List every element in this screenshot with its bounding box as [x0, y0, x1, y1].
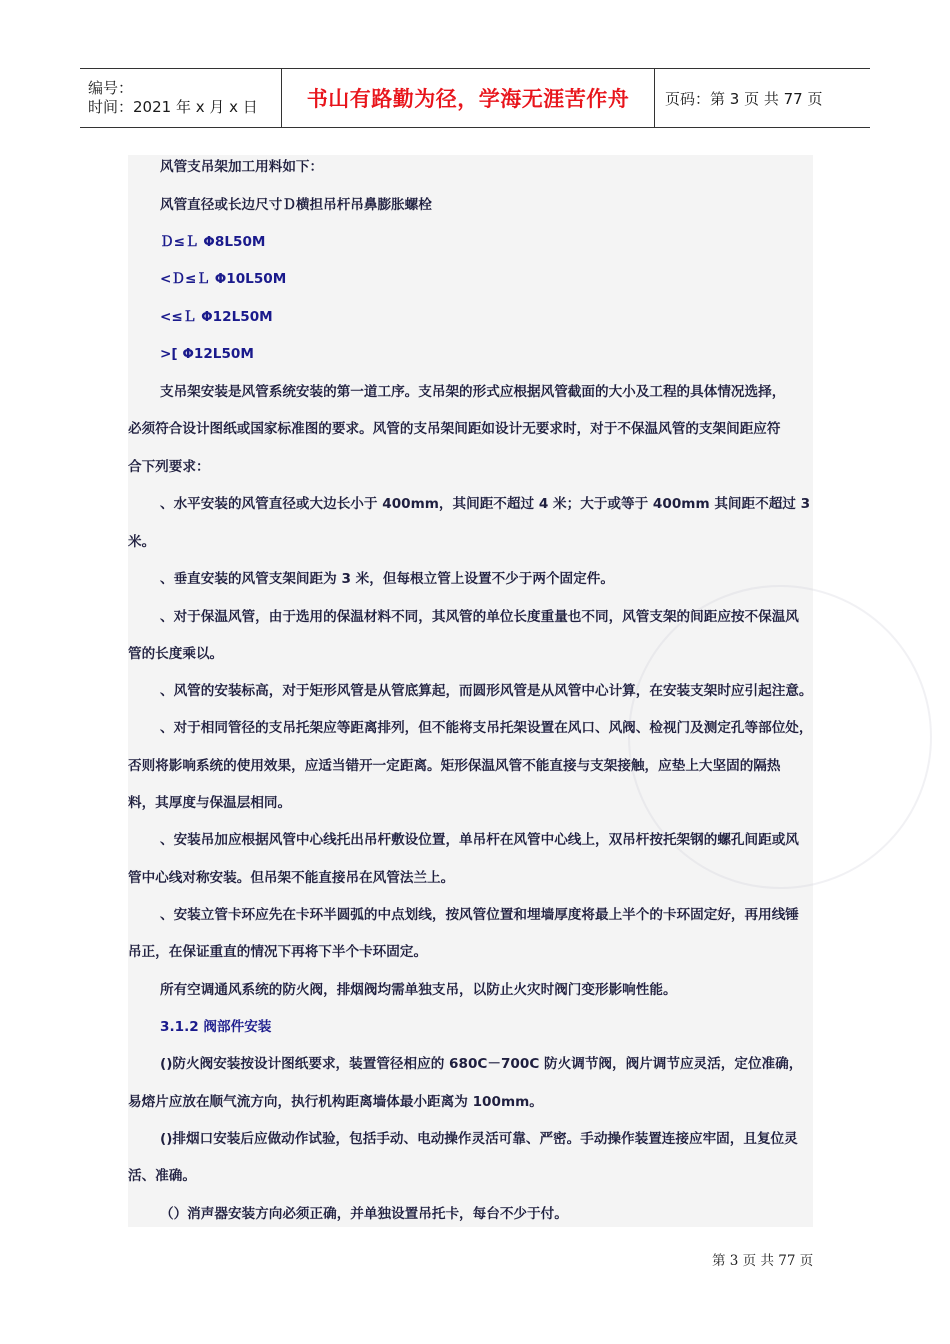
paragraph-line: （）消声器安装方向必须正确，并单独设置吊托卡，每台不少于付。 [160, 1206, 568, 1222]
document-body [128, 155, 813, 1227]
paragraph-line: 、对于相同管径的支吊托架应等距离排列，但不能将支吊托架设置在风口、风阀、检视门及测定孔等部位处， [160, 720, 813, 736]
page-header [80, 68, 870, 128]
paragraph-line: 合下列要求： [128, 459, 210, 475]
paragraph-line: Ｄ≤Ｌ Φ8L50M [160, 234, 266, 250]
paragraph-line: 、对于保温风管，由于选用的保温材料不同，其风管的单位长度重量也不同，风管支架的间距应按不保温风 [160, 609, 799, 625]
paragraph-line: 管中心线对称安装。但吊架不能直接吊在风管法兰上。 [128, 870, 455, 886]
paragraph-line: >[ Φ12L50M [160, 346, 254, 362]
paragraph-line: 易熔片应放在顺气流方向，执行机构距离墙体最小距离为 100mm。 [128, 1094, 543, 1110]
paragraph-line: 、垂直安装的风管支架间距为 3 米，但每根立管上设置不少于两个固定件。 [160, 571, 614, 587]
paragraph-line: ()排烟口安装后应做动作试验，包括手动、电动操作灵活可靠、严密。手动操作装置连接应牢固，且复位灵 [160, 1131, 798, 1147]
paragraph-line: ()防火阀安装按设计图纸要求，装置管径相应的 680C－700C 防火调节阀，阀片调节应灵活，定位准确， [160, 1056, 803, 1072]
page-label: 页码：第 3 页 共 77 页 [665, 89, 823, 108]
motto: 书山有路勤为径，学海无涯苦作舟 [306, 87, 630, 111]
paragraph-line: 料，其厚度与保温层相同。 [128, 795, 292, 811]
header-page-cell [655, 69, 870, 127]
paragraph-line: 吊正，在保证重直的情况下再将下半个卡环固定。 [128, 944, 428, 960]
paragraph-line: <≤Ｌ Φ12L50M [160, 309, 273, 325]
paragraph-line: 所有空调通风系统的防火阀，排烟阀均需单独支吊，以防止火灾时阀门变形影响性能。 [160, 982, 677, 998]
paragraph-line: 活、准确。 [128, 1168, 196, 1184]
page-footer: 第 3 页 共 77 页 [712, 1253, 814, 1269]
header-motto-cell [282, 69, 655, 127]
paragraph-line: 、风管的安装标高，对于矩形风管是从管底算起，而圆形风管是从风管中心计算，在安装支架时应引起注意。 [160, 683, 813, 699]
paragraph-line: 、安装吊加应根据风管中心线托出吊杆敷设位置，单吊杆在风管中心线上，双吊杆按托架钢的螺孔间距或风 [160, 832, 799, 848]
paragraph-line: 管的长度乘以。 [128, 646, 224, 662]
paragraph-line: 风管直径或长边尺寸Ｄ横担吊杆吊鼻膨胀螺栓 [160, 197, 432, 213]
header-meta [80, 69, 282, 127]
paragraph-line: 3.1.2 阀部件安装 [160, 1019, 272, 1035]
paragraph-line: 米。 [128, 534, 156, 550]
paragraph-line: 否则将影响系统的使用效果，应适当错开一定距离。矩形保温风管不能直接与支架接触，应垫上大坚固的隔热 [128, 758, 781, 774]
paragraph-line: <Ｄ≤Ｌ Φ10L50M [160, 271, 287, 287]
time-label: 时间：2021 年 x 月 x 日 [88, 98, 258, 116]
paragraph-line: 风管支吊架加工用料如下： [160, 159, 324, 175]
code-label: 编号： [88, 79, 134, 97]
paragraph-line: 、安装立管卡环应先在卡环半圆弧的中点划线，按风管位置和埋墙厚度将最上半个的卡环固定好，再用线锤 [160, 907, 799, 923]
paragraph-line: 必须符合设计图纸或国家标准图的要求。风管的支吊架间距如设计无要求时，对于不保温风管的支架间距应符 [128, 421, 781, 437]
paragraph-line: 、水平安装的风管直径或大边长小于 400mm，其间距不超过 4 米；大于或等于 400mm 其间距不超过 3 [160, 496, 811, 512]
paragraph-line: 支吊架安装是风管系统安装的第一道工序。支吊架的形式应根据风管截面的大小及工程的具体情况选择， [160, 384, 786, 400]
